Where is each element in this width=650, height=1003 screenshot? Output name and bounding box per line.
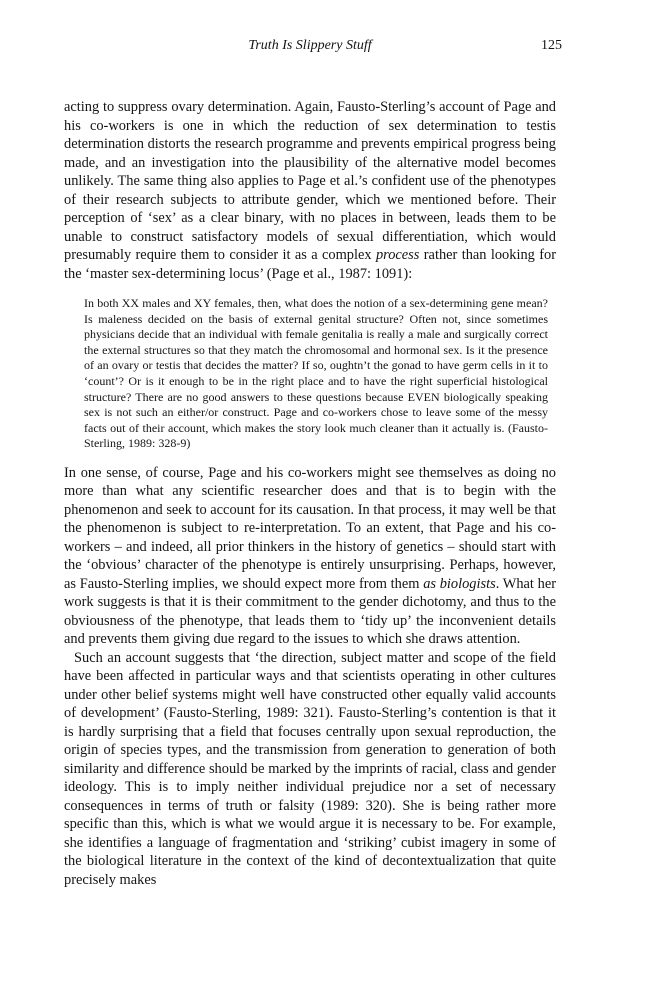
paragraph-2: [64, 464, 556, 649]
running-title: Truth Is Slippery Stuff: [248, 38, 372, 53]
block-quote: [84, 296, 548, 452]
paragraph-2-text-b: . What her work suggests is that it is their commitment to the gender dichotomy, and thus to the obviousness of the phenotype, that leads them to ‘tidy up’ the inconvenient details and prevents them giving due regard to the issues to which she draws attention.: [64, 575, 556, 648]
block-quote-text: In both XX males and XY females, then, what does the notion of a sex-determining gene mean? Is maleness decided on the basis of external genital structure? Often not, since sometimes physicians decide that an individual with female genitalia is really a male and surgically correct the external structures so that they match the chromosomal and hormonal sex. Is it the presence of an ovary or testis that decides the matter? If so, oughtn’t the gonad to have germ cells in it to ‘count’? Or is it enough to be in the right place and to have the right superficial histological structure? There are no good answers to these questions because EVEN biologically speaking sex is not such an either/or construct. Page and co-workers chose to leave some of the messy facts out of their account, which makes the story look much cleaner than it actually is. (Fausto-Sterling, 1989: 328-9): [84, 296, 548, 451]
running-header: [64, 34, 562, 58]
paragraph-1: [64, 98, 556, 283]
paragraph-1-emphasis: process: [375, 247, 420, 263]
paragraph-1-text-b: rather than looking for the ‘master sex-determining locus’ (Page et al., 1987: 1091):: [64, 247, 556, 282]
paragraph-2-text-a: In one sense, of course, Page and his co-workers might see themselves as doing no more than what any scientific researcher does and that is to begin with the phenomenon and seek to account for its causation. In that process, it may well be that the phenomenon is subject to re-interpretation. To an extent, that Page and his co-workers – and indeed, all prior thinkers in the history of genetics – should start with the ‘obvious’ character of the phenotype is entirely unsurprising. Perhaps, however, as Fausto-Sterling implies, we should expect more from them: [64, 464, 556, 592]
paragraph-2-emphasis: as biologists: [423, 575, 496, 592]
book-page: [64, 34, 562, 889]
paragraph-3: Such an account suggests that ‘the direction, subject matter and scope of the field have been affected in particular ways and that scientists operating in other cultures under other belief systems might well have constructed other equally valid accounts of development’ (Fausto-Sterling, 1989: 321). Fausto-Sterling’s contention is that it is hardly surprising that a field that focuses centrally upon sexual reproduction, the origin of species types, and the transmission from generation to generation of both similarity and difference should be marked by the imprints of racial, class and gender ideology. This is to imply neither individual prejudice nor a set of necessary consequences in terms of truth or falsity (1989: 320). She is being rather more specific than this, which is what we would argue it is necessary to be. For example, she identifies a language of fragmentation and ‘striking’ cubist imagery in some of the biological literature in the context of the kind of decontextualization that quite precisely makes: [64, 649, 556, 888]
page-number: 125: [541, 38, 562, 53]
paragraph-1-text-a: acting to suppress ovary determination. Again, Fausto-Sterling’s account of Page and his co-workers is one in which the reduction of sex determination to testis determination distorts the research programme and prevents empirical progress being made, and an investigation into the plausibility of the alternative model becomes unlikely. The same thing also applies to Page et al.’s confident use of the phenotypes of their research subjects to attribute gender, which we mentioned before. Their perception of ‘sex’ as a clear binary, with no places in between, leads them to be unable to construct satisfactory models of sexual differentiation, which would presumably require them to consider it as a complex: [64, 99, 556, 263]
